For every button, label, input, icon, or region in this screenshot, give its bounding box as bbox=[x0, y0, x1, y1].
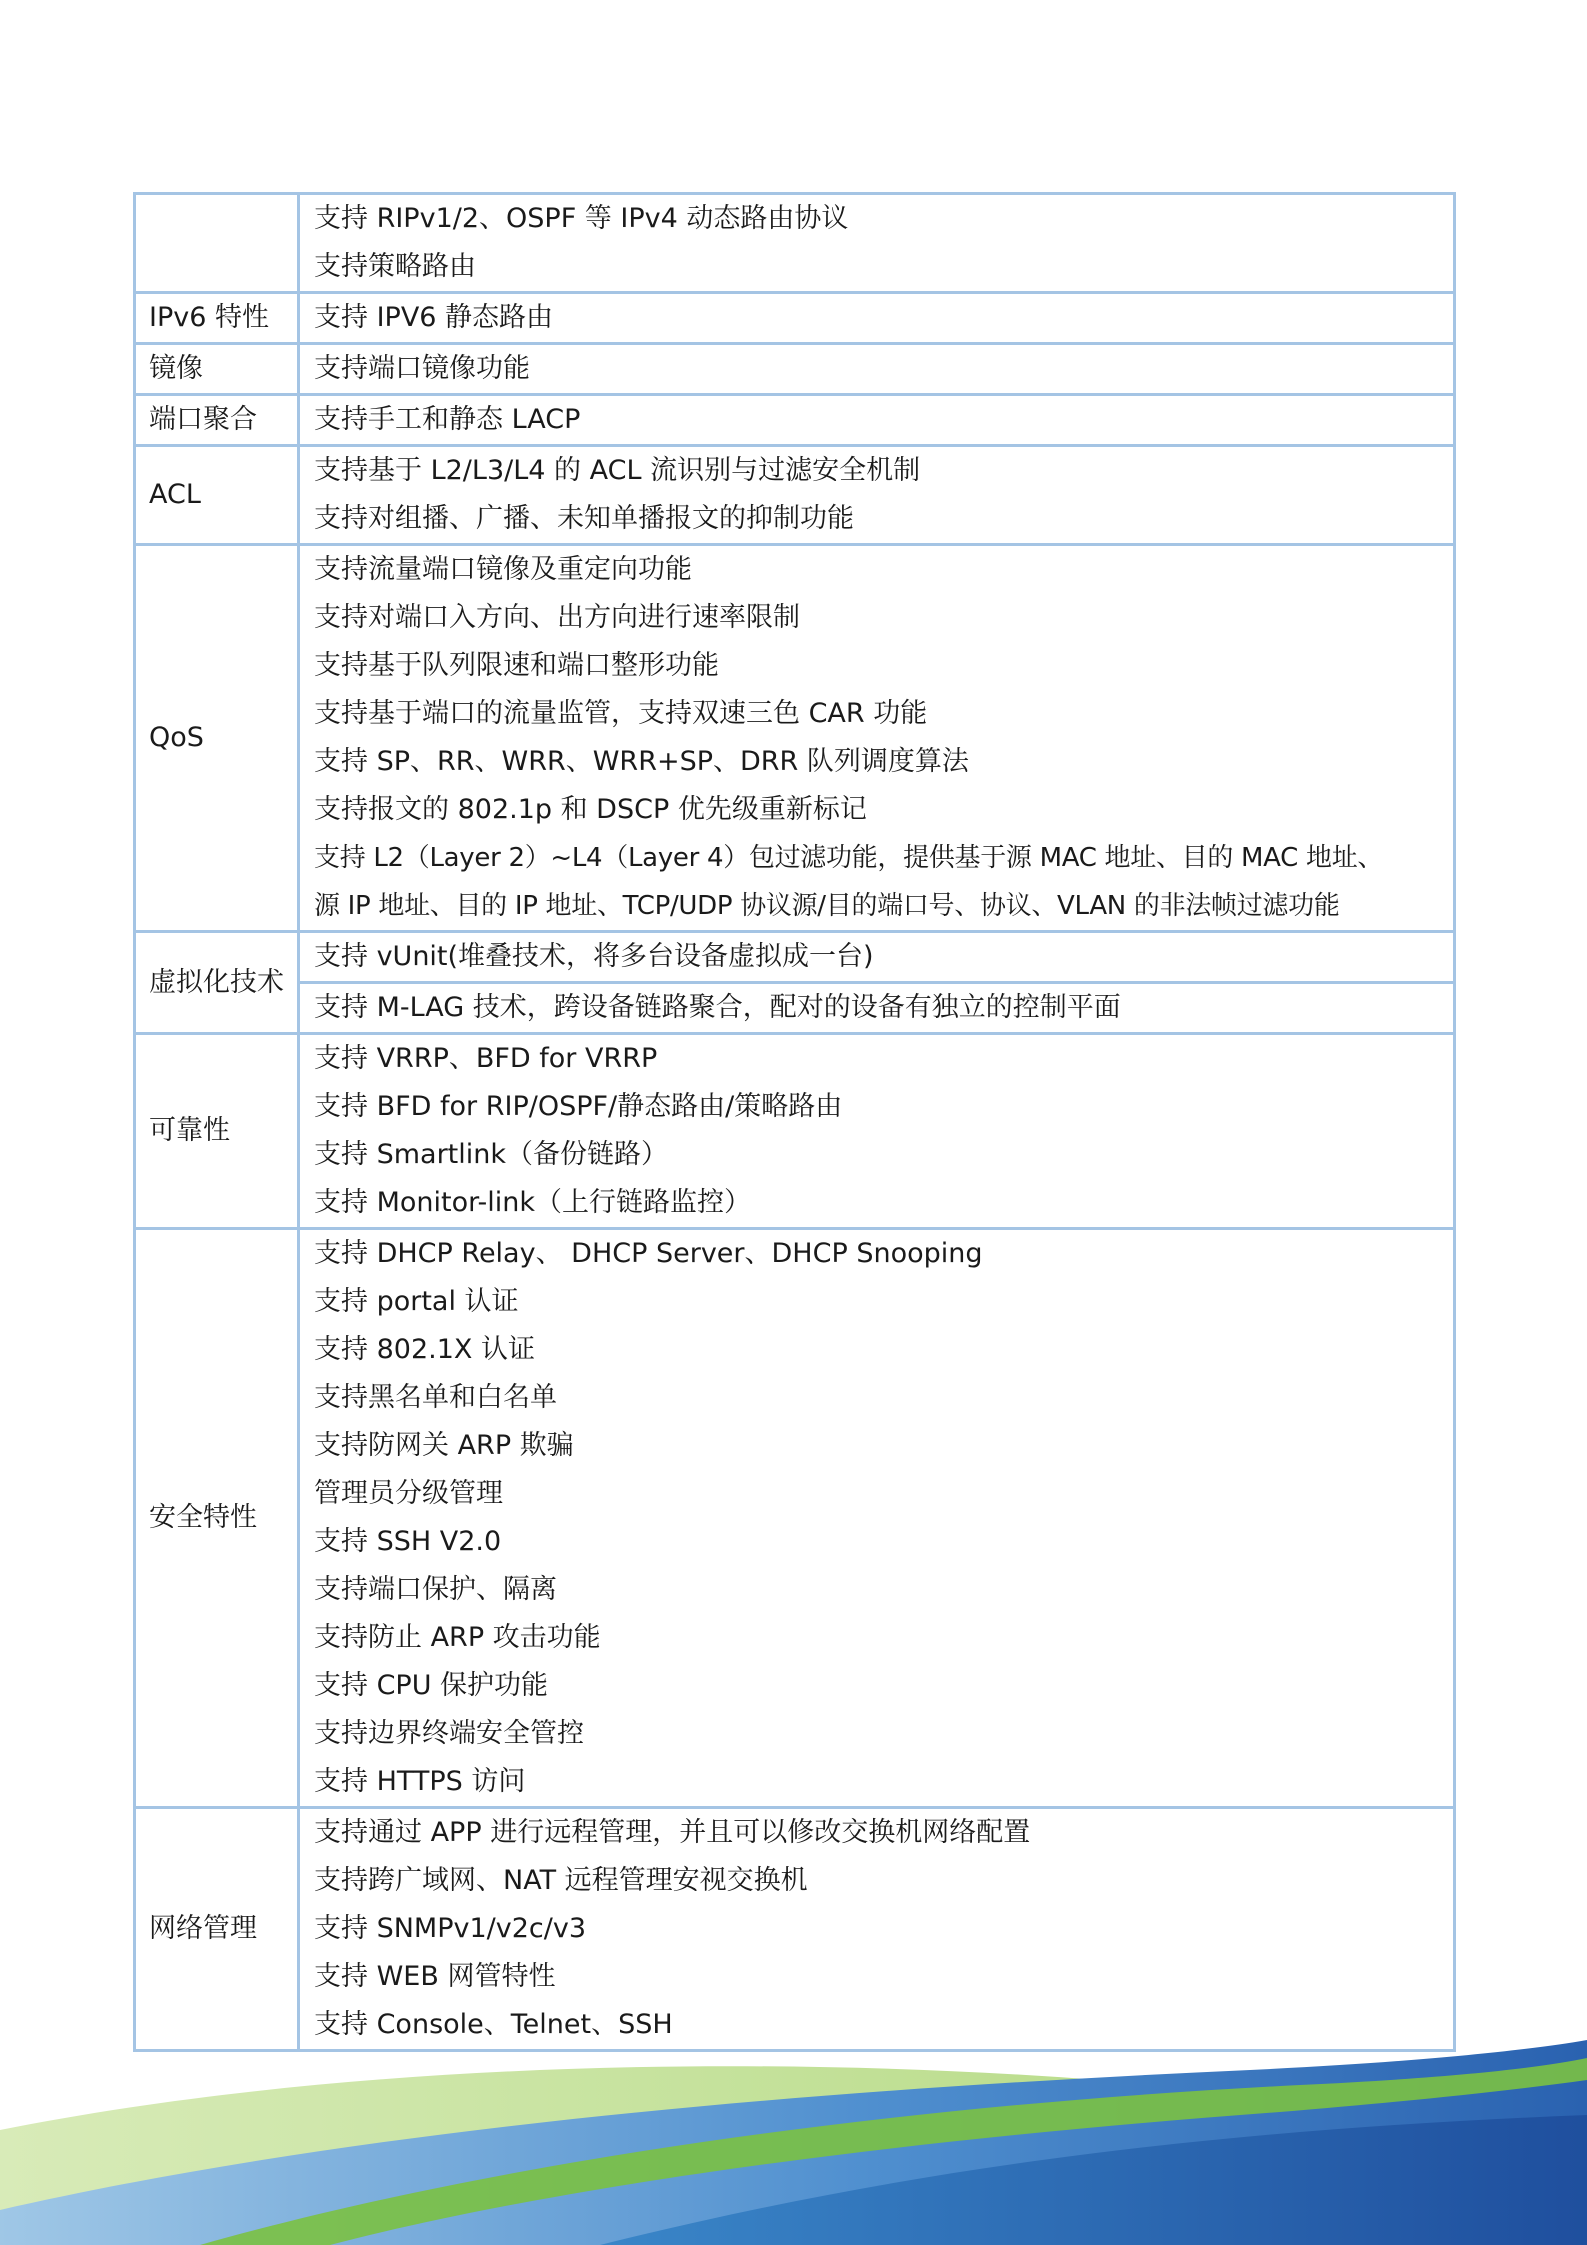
row-label: 安全特性 bbox=[135, 1229, 299, 1808]
table-row bbox=[135, 932, 1455, 983]
spec-line: 支持 DHCP Relay、 DHCP Server、DHCP Snooping bbox=[314, 1238, 983, 1269]
table-row bbox=[135, 545, 1455, 932]
spec-line: 支持 RIPv1/2、OSPF 等 IPv4 动态路由协议 bbox=[314, 203, 849, 234]
spec-line: 支持策略路由 bbox=[314, 251, 476, 282]
row-label: IPv6 特性 bbox=[135, 293, 299, 344]
row-content bbox=[299, 194, 1455, 293]
row-content bbox=[299, 1229, 1455, 1808]
table-row bbox=[135, 1229, 1455, 1808]
spec-line: 支持对组播、广播、未知单播报文的抑制功能 bbox=[314, 503, 854, 534]
spec-line: 支持基于 L2/L3/L4 的 ACL 流识别与过滤安全机制 bbox=[314, 455, 921, 486]
row-content bbox=[299, 1034, 1455, 1229]
spec-line: 支持基于队列限速和端口整形功能 bbox=[314, 650, 719, 681]
spec-line: 支持端口保护、隔离 bbox=[314, 1574, 557, 1605]
spec-table bbox=[133, 192, 1456, 2052]
spec-line: 支持 HTTPS 访问 bbox=[314, 1766, 526, 1797]
row-label-text: 虚拟化技术 bbox=[149, 966, 284, 998]
spec-line: 支持 SP、RR、WRR、WRR+SP、DRR 队列调度算法 bbox=[314, 746, 969, 777]
spec-line: 支持边界终端安全管控 bbox=[314, 1718, 584, 1749]
row-label: QoS bbox=[135, 545, 299, 932]
spec-line: 支持 portal 认证 bbox=[314, 1286, 519, 1317]
spec-line: 支持 L2（Layer 2）~L4（Layer 4）包过滤功能，提供基于源 MAC 地址、目的 MAC 地址、 bbox=[314, 843, 1384, 873]
spec-line: 管理员分级管理 bbox=[314, 1478, 503, 1509]
row-label bbox=[135, 194, 299, 293]
spec-line: 支持 VRRP、BFD for VRRP bbox=[314, 1043, 658, 1074]
spec-line: 支持 IPV6 静态路由 bbox=[314, 302, 554, 333]
table-row bbox=[135, 983, 1455, 1034]
spec-line: 支持手工和静态 LACP bbox=[314, 404, 581, 435]
spec-line: 支持防止 ARP 攻击功能 bbox=[314, 1622, 601, 1653]
table-row bbox=[135, 1034, 1455, 1229]
table-row bbox=[135, 293, 1455, 344]
row-content bbox=[299, 545, 1455, 932]
spec-line: 支持 CPU 保护功能 bbox=[314, 1670, 549, 1701]
row-label: ACL bbox=[135, 446, 299, 545]
spec-line: 支持 SSH V2.0 bbox=[314, 1526, 502, 1557]
row-label: 镜像 bbox=[135, 344, 299, 395]
table-row bbox=[135, 395, 1455, 446]
row-label: 端口聚合 bbox=[135, 395, 299, 446]
spec-line: 支持 Console、Telnet、SSH bbox=[314, 2009, 673, 2040]
spec-line: 支持 BFD for RIP/OSPF/静态路由/策略路由 bbox=[314, 1091, 843, 1122]
row-label: 可靠性 bbox=[135, 1034, 299, 1229]
spec-line: 支持基于端口的流量监管，支持双速三色 CAR 功能 bbox=[314, 698, 928, 729]
spec-line: 支持 vUnit(堆叠技术，将多台设备虚拟成一台) bbox=[314, 941, 874, 972]
spec-line: 支持 Smartlink（备份链路） bbox=[314, 1139, 669, 1170]
table-row bbox=[135, 194, 1455, 293]
row-label: 网络管理 bbox=[135, 1808, 299, 2051]
spec-line: 支持 WEB 网管特性 bbox=[314, 1961, 556, 1992]
spec-line: 支持报文的 802.1p 和 DSCP 优先级重新标记 bbox=[314, 794, 867, 825]
row-label bbox=[135, 932, 299, 1034]
spec-line: 支持端口镜像功能 bbox=[314, 353, 530, 384]
spec-line: 支持 M-LAG 技术，跨设备链路聚合，配对的设备有独立的控制平面 bbox=[314, 992, 1121, 1023]
table-row bbox=[135, 446, 1455, 545]
row-content bbox=[299, 293, 1455, 344]
spec-line: 支持 SNMPv1/v2c/v3 bbox=[314, 1913, 587, 1944]
spec-line: 支持对端口入方向、出方向进行速率限制 bbox=[314, 602, 800, 633]
row-content bbox=[299, 446, 1455, 545]
row-content bbox=[299, 932, 1455, 983]
table-row bbox=[135, 344, 1455, 395]
spec-line: 支持黑名单和白名单 bbox=[314, 1382, 557, 1413]
spec-line: 支持 802.1X 认证 bbox=[314, 1334, 535, 1365]
row-content bbox=[299, 983, 1455, 1034]
row-content bbox=[299, 395, 1455, 446]
spec-line: 支持通过 APP 进行远程管理，并且可以修改交换机网络配置 bbox=[314, 1817, 1031, 1848]
spec-line: 支持防网关 ARP 欺骗 bbox=[314, 1430, 574, 1461]
spec-line: 支持 Monitor-link（上行链路监控） bbox=[314, 1187, 751, 1218]
spec-line: 支持流量端口镜像及重定向功能 bbox=[314, 554, 692, 585]
spec-line: 源 IP 地址、目的 IP 地址、TCP/UDP 协议源/目的端口号、协议、VLAN 的非法帧过滤功能 bbox=[314, 891, 1340, 921]
spec-line: 支持跨广域网、NAT 远程管理安视交换机 bbox=[314, 1865, 808, 1896]
row-content bbox=[299, 344, 1455, 395]
footer-wave-decoration bbox=[0, 2010, 1587, 2245]
